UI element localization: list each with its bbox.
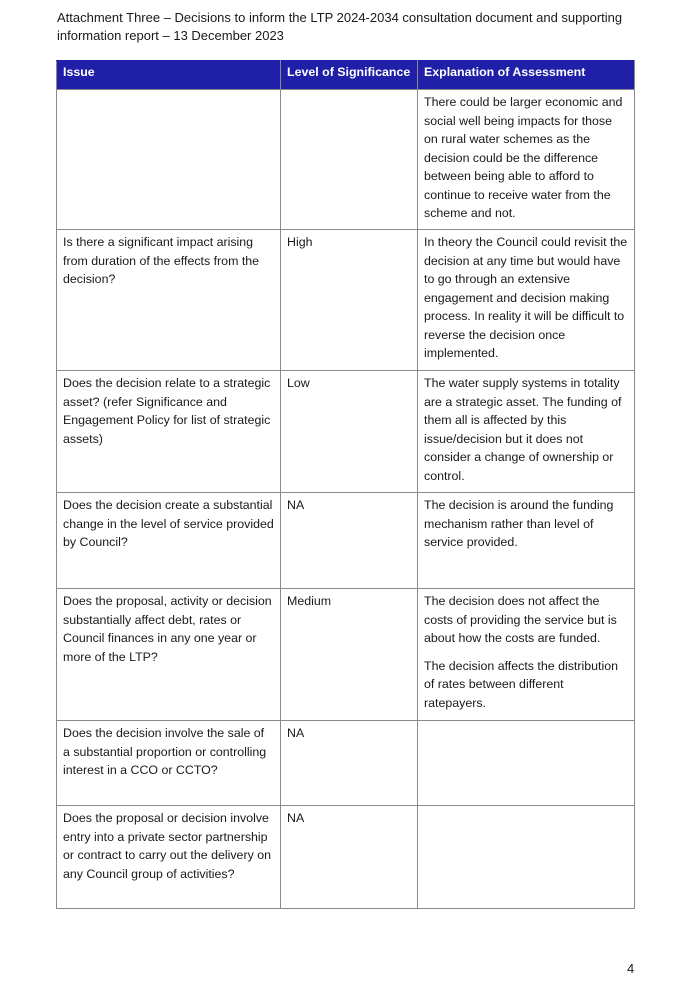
explanation-cell — [418, 806, 635, 909]
explanation-paragraph: There could be larger economic and social well being impacts for those on rural water schemes as the decision could be the difference between being able to afford to continue to receive water from the scheme and not. — [424, 95, 623, 220]
table-row — [57, 806, 635, 909]
issue-cell: Is there a significant impact arising from duration of the effects from the decision? — [57, 230, 281, 371]
column-header-level-of-significance: Level of Significance — [281, 61, 418, 90]
table-row — [57, 371, 635, 493]
explanation-cell — [418, 493, 635, 589]
table-row — [57, 589, 635, 721]
table-row — [57, 721, 635, 806]
explanation-cell — [418, 230, 635, 371]
level-cell: NA — [281, 806, 418, 909]
issue-cell: Does the decision create a substantial change in the level of service provided by Council? — [57, 493, 281, 589]
column-header-issue: Issue — [57, 61, 281, 90]
explanation-paragraph: The decision is around the funding mechanism rather than level of service provided. — [424, 498, 614, 549]
significance-table — [56, 60, 635, 909]
explanation-paragraph: The decision does not affect the costs of providing the service but is about how the costs are funded. — [424, 594, 617, 645]
level-cell: High — [281, 230, 418, 371]
column-header-explanation-of-assessment: Explanation of Assessment — [418, 61, 635, 90]
table-row — [57, 230, 635, 371]
explanation-paragraph: The water supply systems in totality are a strategic asset. The funding of them all is affected by this issue/decision but it does not consider a change of ownership or control. — [424, 376, 622, 483]
page-number: 4 — [627, 961, 635, 976]
table-header-row — [57, 61, 635, 90]
level-cell: NA — [281, 493, 418, 589]
explanation-cell — [418, 371, 635, 493]
header-title-line-2: information report – 13 December 2023 — [57, 27, 284, 43]
explanation-cell — [418, 721, 635, 806]
issue-cell: Does the decision involve the sale of a substantial proportion or controlling interest in a CCO or CCTO? — [57, 721, 281, 806]
table-row — [57, 493, 635, 589]
level-cell: Low — [281, 371, 418, 493]
level-cell: NA — [281, 721, 418, 806]
issue-cell: Does the proposal, activity or decision substantially affect debt, rates or Council finances in any one year or more of the LTP? — [57, 589, 281, 721]
header-title-line-1: Attachment Three – Decisions to inform the LTP 2024-2034 consultation document and supporting — [57, 10, 623, 25]
explanation-paragraph: In theory the Council could revisit the decision at any time but would have to go through an extensive engagement and decision making process. In reality it will be difficult to reverse the decision once implemented. — [424, 235, 628, 360]
explanation-cell — [418, 589, 635, 721]
level-cell: Medium — [281, 589, 418, 721]
issue-cell: Does the decision relate to a strategic asset? (refer Significance and Engagement Policy for list of strategic assets) — [57, 371, 281, 493]
level-cell — [281, 90, 418, 230]
explanation-cell — [418, 90, 635, 230]
issue-cell — [57, 90, 281, 230]
table-row — [57, 90, 635, 230]
document-header — [57, 9, 637, 44]
explanation-paragraph: The decision affects the distribution of rates between different ratepayers. — [424, 658, 619, 710]
issue-cell: Does the proposal or decision involve entry into a private sector partnership or contract to carry out the delivery on any Council group of activities? — [57, 806, 281, 909]
